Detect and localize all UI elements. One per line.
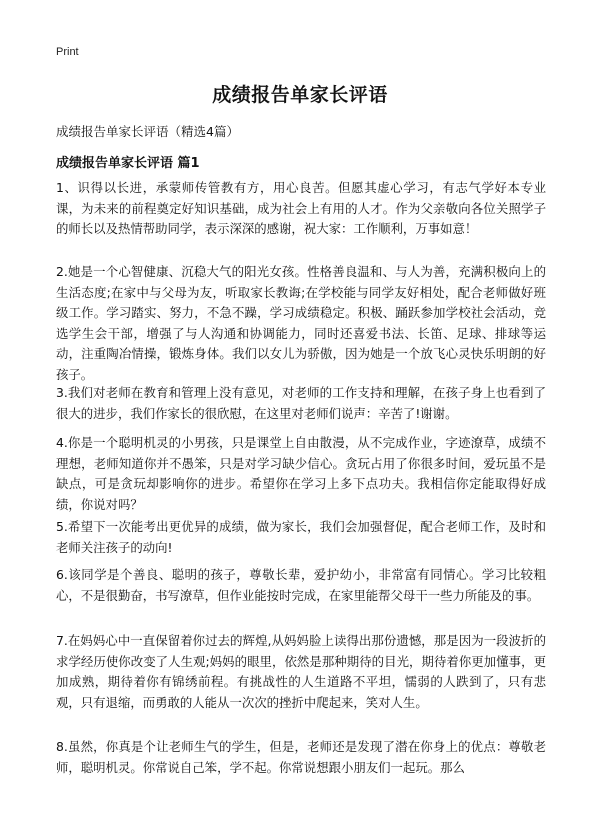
paragraph-8: 8.虽然，你真是个让老师生气的学生，但是，老师还是发现了潜在你身上的优点：尊敬老师，聪明机灵。你常说自己笨，学不起。你常说想跟小朋友们一起玩。那么	[56, 739, 546, 775]
section-heading: 成绩报告单家长评语 篇1	[56, 156, 200, 171]
paragraph-7: 7.在妈妈心中一直保留着你过去的辉煌,从妈妈脸上读得出那份遗憾，那是因为一段波折的求学经历使你改变了人生观;妈妈的眼里，依然是那种期待的目光，期待着你更加懂事，更加成熟，期待着你有锦绣前程。有挑战性的人生道路不平坦，懦弱的人跌到了，只有悲观，只有退缩，而勇敢的人能从一次次的挫折中爬起来，笑对人生。	[56, 633, 546, 710]
paragraph-6: 6.该同学是个善良、聪明的孩子，尊敬长辈，爱护幼小，非常富有同情心。学习比较粗心，不是很勤奋，书写潦草，但作业能按时完成，在家里能帮父母干一些力所能及的事。	[56, 567, 546, 603]
print-link[interactable]: Print	[56, 46, 79, 58]
document-subtitle: 成绩报告单家长评语（精选4篇）	[56, 124, 239, 139]
paragraph-2: 2.她是一个心智健康、沉稳大气的阳光女孩。性格善良温和、与人为善，充满积极向上的生活态度;在家中与父母为友，听取家长教诲;在学校能与同学友好相处，配合老师做好班级工作。学习踏实、努力，不急不躁，学习成绩稳定。积极、踊跃参加学校社会活动，竞选学生会干部，增强了与人沟通和协调能力，同时还喜爱书法、长笛、足球、排球等运动，注重陶冶情操，锻炼身体。我们以女儿为骄傲，因为她是一个放飞心灵快乐明朗的好孩子。	[56, 264, 546, 382]
paragraph-4: 4.你是一个聪明机灵的小男孩，只是课堂上自由散漫，从不完成作业，字迹潦草，成绩不理想，老师知道你并不愚笨，只是对学习缺少信心。贪玩占用了你很多时间，爱玩虽不是缺点，可是贪玩却影响你的进步。希望你在学习上多下点功夫。我相信你定能取得好成绩，你说对吗？	[56, 435, 546, 512]
paragraph-1: 1、识得以长进，承蒙师传管教有方，用心良苦。但愿其虚心学习，有志气学好本专业课，为未来的前程奠定好知识基础，成为社会上有用的人才。作为父亲敬向各位关照学子的师长以及热情帮助同学，表示深深的感谢，祝大家：工作顺利，万事如意！	[56, 180, 546, 236]
paragraph-3: 3.我们对老师在教育和管理上没有意见，对老师的工作支持和理解，在孩子身上也看到了很大的进步，我们作家长的很欣慰，在这里对老师们说声：辛苦了!谢谢。	[56, 385, 546, 421]
paragraph-5: 5.希望下一次能考出更优异的成绩，做为家长，我们会加强督促，配合老师工作，及时和老师关注孩子的动向!	[56, 519, 546, 555]
document-title: 成绩报告单家长评语	[212, 84, 388, 106]
